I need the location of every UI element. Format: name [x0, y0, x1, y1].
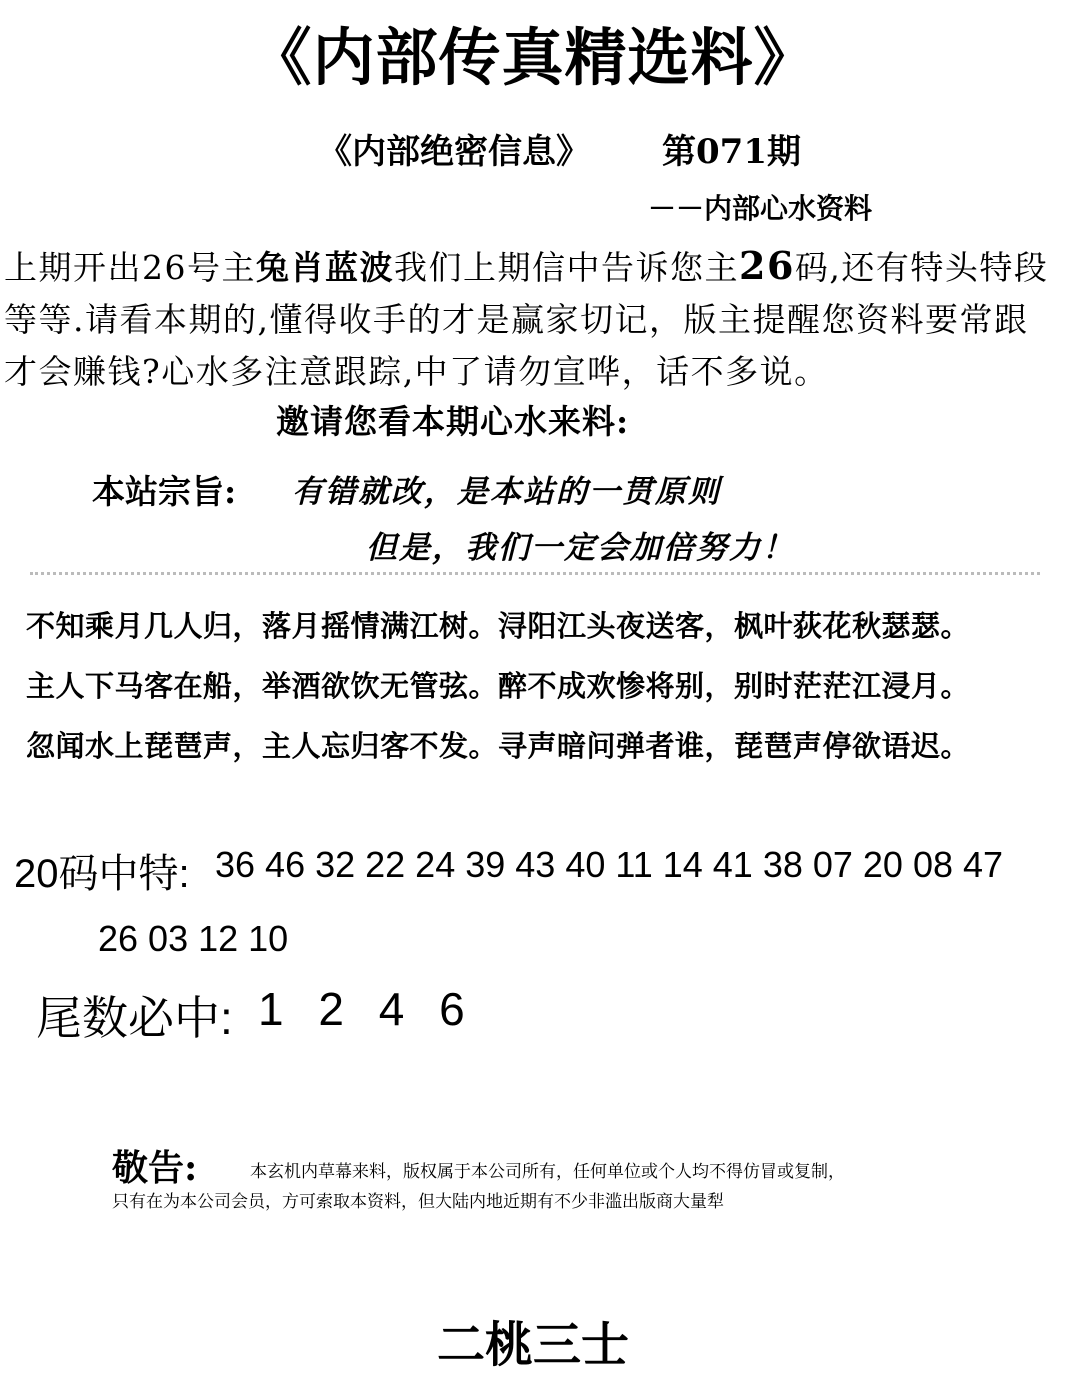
issue-number: 第071期 [662, 132, 801, 172]
intro-paragraph [4, 240, 1062, 398]
tenet-line-2: 但是，我们一定会加倍努力！ [366, 530, 795, 566]
poem-line-3: 忽闻水上琵琶声，主人忘归客不发。寻声暗问弹者谁，琵琶声停欲语迟。 [26, 729, 971, 763]
subtitle: 《内部绝密信息》 [318, 132, 590, 172]
notice-line-1: 本玄机内草幕来料，版权属于本公司所有，任何单位或个人均不得仿冒或复制， [250, 1162, 845, 1182]
notice-line-2: 只有在为本公司会员，方可索取本资料，但大陆内地近期有不少非滥出版商大量犁 [112, 1192, 724, 1212]
intro-highlight-number: 26 [739, 243, 795, 288]
codes-label: 20码中特: [14, 852, 190, 896]
invite-text: 邀请您看本期心水来料: [276, 402, 630, 441]
tenet-label: 本站宗旨: [92, 472, 237, 511]
intro-highlight-zodiac: 兔肖蓝波 [256, 248, 394, 287]
codes-line-2: 26 03 12 10 [98, 918, 289, 959]
tail-numbers: 1 2 4 6 [258, 983, 465, 1035]
source-label: －－内部心水资料 [648, 192, 873, 225]
intro-part-5: 码,还有特头特段等等.请看本期的,懂得收手的才是赢家切记，版主提醒您资料要常跟才会赚钱?心水多注意跟踪,中了请勿宣哗，话不多说。 [4, 248, 1049, 391]
intro-part-1: 上期开出26号主 [4, 248, 256, 287]
poem-line-2: 主人下马客在船，举酒欲饮无管弦。醉不成欢惨将别，别时茫茫江浸月。 [26, 669, 971, 703]
poem-line-1: 不知乘月几人归，落月摇情满江树。浔阳江头夜送客，枫叶荻花秋瑟瑟。 [26, 609, 971, 643]
tenet-line-1: 有错就改，是本站的一贯原则 [292, 474, 721, 510]
footer-text: 二桃三士 [436, 1317, 629, 1373]
page-title: 《内部传真精选料》 [249, 21, 817, 94]
tail-label: 尾数必中: [36, 992, 233, 1044]
intro-part-3: 我们上期信中告诉您主 [394, 248, 739, 287]
notice-label: 敬告: [112, 1147, 198, 1189]
divider [30, 572, 1040, 581]
codes-line-1: 36 46 32 22 24 39 43 40 11 14 41 38 07 20 08 47 [215, 844, 1004, 885]
